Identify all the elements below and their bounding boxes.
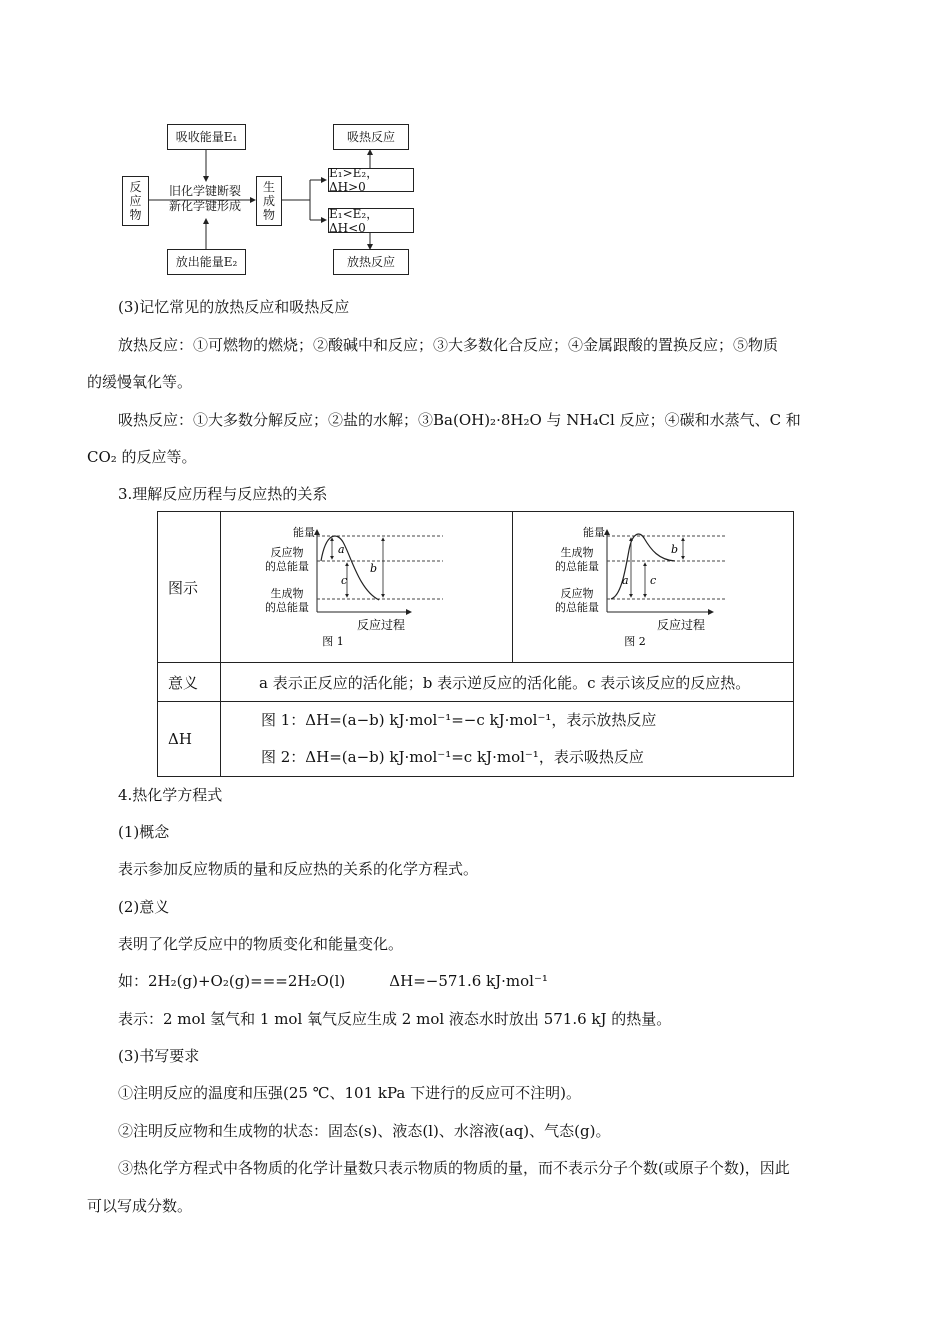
fig1-bottom-label-l1: 生成物: [270, 587, 304, 600]
bond-process-text: [160, 184, 250, 214]
fig2-top-label-l2: 的总能量: [555, 560, 599, 573]
fig1-top-label-l2: 的总能量: [265, 560, 309, 573]
example-equation: 2H₂(g)+O₂(g)===2H₂O(l): [148, 972, 346, 990]
concept-text: 表示参加反应物质的量和反应热的关系的化学方程式。: [118, 860, 479, 878]
table-row-meaning: [158, 663, 794, 702]
concept-heading: (1)概念: [118, 823, 170, 841]
cell-figure1: [221, 512, 513, 663]
example-equation-line: [118, 971, 898, 991]
exo-list-line1: 放热反应：①可燃物的燃烧；②酸碱中和反应；③大多数化合反应；④金属跟酸的置换反应；⑤物质: [118, 336, 779, 354]
example-explanation: 表示：2 mol 氢气和 1 mol 氧气反应生成 2 mol 液态水时放出 571.6 kJ 的热量。: [118, 1010, 672, 1028]
fig1-label-b: b: [370, 562, 378, 575]
product-char: 成: [262, 194, 275, 208]
absorb-energy-box: 吸收能量E₁: [167, 124, 246, 150]
requirement-3-line1: ③热化学方程式中各物质的化学计量数只表示物质的物质的量，而不表示分子个数(或原子个数)，因此: [118, 1159, 790, 1177]
example-prefix: 如：: [118, 972, 149, 990]
figure2-endothermic: [513, 512, 793, 662]
section3-heading: (3)记忆常见的放热反应和吸热反应: [118, 298, 350, 316]
dh-figure2-text: 图 2：ΔH=(a−b) kJ·mol⁻¹=c kJ·mol⁻¹，表示吸热反应: [261, 748, 644, 766]
cell-meaning: a 表示正反应的活化能；b 表示逆反应的活化能。c 表示该反应的反应热。: [221, 663, 794, 702]
fig1-top-label-l1: 反应物: [270, 546, 304, 559]
exo-list-line2: 的缓慢氧化等。: [87, 373, 193, 391]
fig1-xlabel: 反应过程: [356, 618, 406, 632]
row-label-dh: ΔH: [158, 702, 221, 777]
fig2-xlabel: 反应过程: [656, 618, 706, 632]
endo-list-line1: 吸热反应：①大多数分解反应；②盐的水解；③Ba(OH)₂·8H₂O 与 NH₄Cl 反应；④碳和水蒸气、C 和: [118, 411, 801, 429]
fig1-bottom-label-l2: 的总能量: [265, 601, 309, 614]
meaning-text: 表明了化学反应中的物质变化和能量变化。: [118, 935, 404, 953]
fig2-top-label-l1: 生成物: [560, 546, 594, 559]
figure1-exothermic: [221, 512, 512, 662]
exothermic-box: 放热反应: [333, 249, 409, 275]
row-label-meaning: 意义: [158, 663, 221, 702]
fig2-bottom-label-l2: 的总能量: [555, 601, 599, 614]
requirement-3-line2: 可以写成分数。: [87, 1197, 193, 1215]
reactant-char: 应: [129, 194, 142, 208]
row-label-figure: 图示: [158, 512, 221, 663]
endo-condition-box: E₁>E₂，ΔH>0: [328, 168, 414, 192]
reactant-char: 反: [129, 180, 142, 194]
fig2-bottom-label-l1: 反应物: [560, 587, 594, 600]
product-box: [256, 176, 282, 226]
dh-figure1-text: 图 1：ΔH=(a−b) kJ·mol⁻¹=−c kJ·mol⁻¹，表示放热反应: [261, 711, 657, 729]
exo-condition-box: E₁<E₂，ΔH<0: [328, 208, 414, 233]
reaction-heat-table: [157, 511, 794, 777]
cell-figure2: [513, 512, 794, 663]
fig2-energy-curve: [611, 534, 675, 599]
endo-list-line2: CO₂ 的反应等。: [87, 448, 197, 466]
meaning-heading: (2)意义: [118, 898, 170, 916]
release-energy-box: 放出能量E₂: [167, 249, 246, 275]
bond-break-text: 旧化学键断裂: [168, 184, 241, 198]
endothermic-box: 吸热反应: [333, 124, 409, 150]
topic4-heading: 4.热化学方程式: [118, 786, 223, 804]
product-char: 生: [262, 180, 275, 194]
reactant-box: [122, 176, 149, 226]
reactant-char: 物: [129, 208, 142, 222]
fig1-label-c: c: [341, 574, 348, 587]
fig2-ylabel: 能量: [583, 526, 605, 539]
fig2-caption: 图 2: [624, 635, 646, 648]
requirement-1: ①注明反应的温度和压强(25 ℃、101 kPa 下进行的反应可不注明)。: [118, 1084, 581, 1102]
topic3-heading: 3.理解反应历程与反应热的关系: [118, 485, 328, 503]
bond-form-text: 新化学键形成: [168, 199, 241, 213]
requirements-heading: (3)书写要求: [118, 1047, 200, 1065]
cell-dh: [221, 702, 794, 777]
table-row-dh: [158, 702, 794, 777]
fig2-label-a: a: [622, 574, 629, 587]
fig1-ylabel: 能量: [293, 526, 315, 539]
fig2-label-b: b: [671, 543, 679, 556]
flow-arrows: [0, 0, 950, 290]
requirement-2: ②注明反应物和生成物的状态：固态(s)、液态(l)、水溶液(aq)、气态(g)。: [118, 1122, 611, 1140]
example-delta-h: ΔH=−571.6 kJ·mol⁻¹: [389, 972, 548, 990]
fig1-caption: 图 1: [322, 635, 344, 648]
table-row-figures: [158, 512, 794, 663]
fig2-label-c: c: [650, 574, 657, 587]
fig1-label-a: a: [338, 543, 345, 556]
product-char: 物: [262, 208, 275, 222]
